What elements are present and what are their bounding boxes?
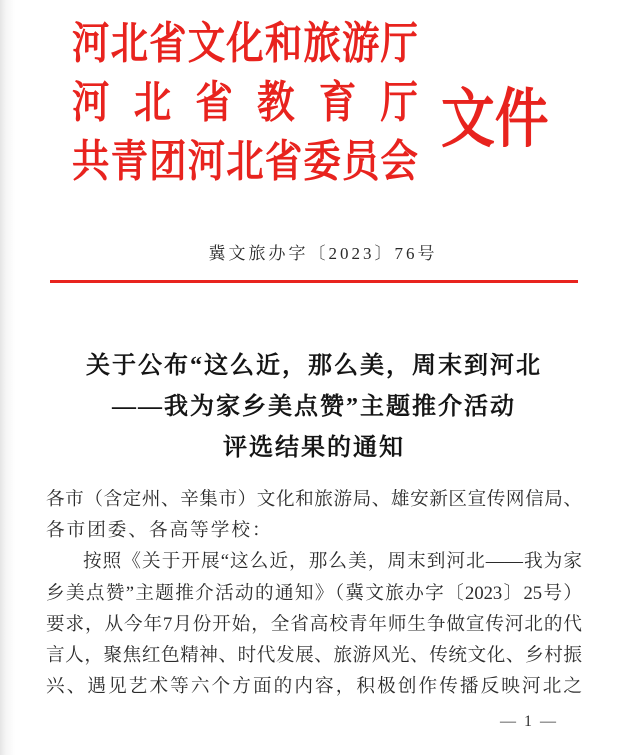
document-number: 冀文旅办字〔2023〕76号 [208, 244, 438, 263]
title-line-1: 关于公布“这么近，那么美，周末到河北 [86, 353, 542, 379]
body-line-recipients-1: 各市（含定州、辛集市）文化和旅游局、雄安新区宣传网信局、 [46, 489, 582, 510]
body-line-paragraph-2: 乡美点赞”主题推介活动的通知》（冀文旅办字〔2023〕25号） [46, 582, 582, 604]
body-line-paragraph-4: 言人，聚焦红色精神、时代发展、旅游风光、传统文化、乡村振 [46, 644, 582, 666]
document-body [46, 484, 582, 702]
org-name-education: 河北省教育厅 [72, 78, 418, 127]
document-type-label: 文件 [441, 84, 549, 155]
body-line-paragraph-3: 要求，从今年7月份开始，全省高校青年师生争做宣传河北的代 [46, 613, 582, 635]
body-line-paragraph-5: 兴、遇见艺术等六个方面的内容，积极创作传播反映河北之 [46, 676, 582, 698]
body-line-paragraph-1: 按照《关于开展“这么近，那么美，周末到河北——我为家 [83, 551, 582, 573]
title-line-3: 评选结果的通知 [223, 435, 405, 461]
page-left-scan-shadow [0, 0, 16, 755]
letterhead-issuing-orgs [72, 14, 479, 191]
body-line-recipients-2: 各市团委、各高等学校： [46, 520, 273, 542]
title-line-2: ——我为家乡美点赞”主题推介活动 [112, 394, 516, 420]
org-name-youth-league: 共青团河北省委员会 [72, 137, 418, 186]
org-name-culture-tourism: 河北省文化和旅游厅 [72, 19, 418, 68]
red-divider-line [50, 280, 578, 283]
document-title [46, 346, 582, 469]
page-number: — 1 — [500, 713, 558, 730]
